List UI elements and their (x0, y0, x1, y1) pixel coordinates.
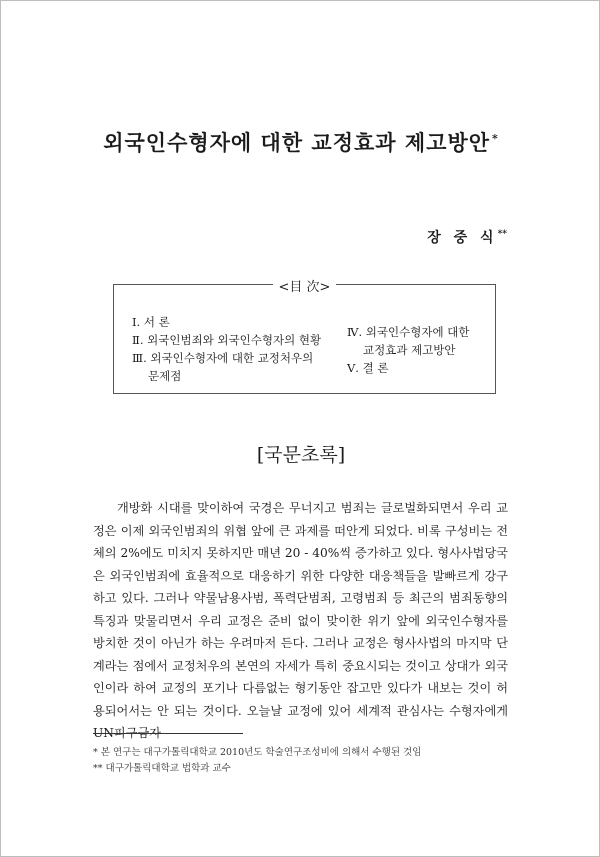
toc-left-column (132, 313, 332, 385)
toc-item-4: Ⅳ. 외국인수형자에 대한 (347, 325, 470, 339)
toc-item-4-continued: 교정효과 제고방안 (363, 343, 456, 357)
toc-heading-text: <目 次> (273, 280, 337, 295)
author-name: 장 중 식 (427, 230, 498, 246)
toc-item-1: Ⅰ. 서 론 (132, 315, 170, 329)
title-footnote-mark: * (492, 132, 499, 145)
toc-right-column (347, 323, 492, 377)
footnote-2: ** 대구가톨릭대학교 법학과 교수 (93, 763, 231, 774)
toc-item-3-continued: 문제점 (148, 369, 182, 383)
paper-title-text: 외국인수형자에 대한 교정효과 제고방안 (103, 130, 491, 155)
toc-heading (114, 276, 495, 295)
abstract-heading: [국문초록] (256, 444, 346, 466)
footnote-divider (93, 733, 243, 734)
paper-title (1, 127, 600, 157)
toc-item-2: Ⅱ. 외국인범죄와 외국인수형자의 현황 (132, 333, 322, 347)
author (427, 227, 507, 247)
toc-item-3: Ⅲ. 외국인수형자에 대한 교정처우의 (132, 351, 314, 365)
toc-item-5: Ⅴ. 결 론 (347, 361, 389, 375)
author-footnote-mark: ** (497, 229, 507, 240)
footnote-1: * 본 연구는 대구가톨릭대학교 2010년도 학술연구조성비에 의해서 수행된 것임 (93, 747, 422, 758)
footnotes (93, 745, 513, 777)
abstract-body: 개방화 시대를 맞이하여 국경은 무너지고 범죄는 글로벌화되면서 우리 교정은 이제 외국인범죄의 위협 앞에 큰 과제를 떠안게 되었다. 비록 구성비는 전체의 2%에도 미치지 못하지만 매년 20 - 40%씩 증가하고 있다. 형사사법당국은 외국인범죄에 효율적으로 대응하기 위한 다양한 대응책들을 발빠르게 강구하고 있다. 그러나 약물남용사범, 폭력단범죄, 고령범죄 등 최근의 범죄동향의 특징과 맞물리면서 우리 교정은 준비 없이 맞이한 위기 앞에 외국인수형자를 방치한 것이 아닌가 하는 우려마저 든다. 그러나 교정은 형사사법의 마지막 단계라는 점에서 교정처우의 본연의 자세가 특히 중요시되는 것이고 상대가 외국인이라 하여 교정의 포기나 다름없는 형기동안 잡고만 있다가 내보는 것이 허용되어서는 안 되는 것이다. 오늘날 교정에 있어 세계적 관심사는 수형자에게 UN피구금자 (93, 501, 508, 740)
table-of-contents (113, 280, 496, 394)
